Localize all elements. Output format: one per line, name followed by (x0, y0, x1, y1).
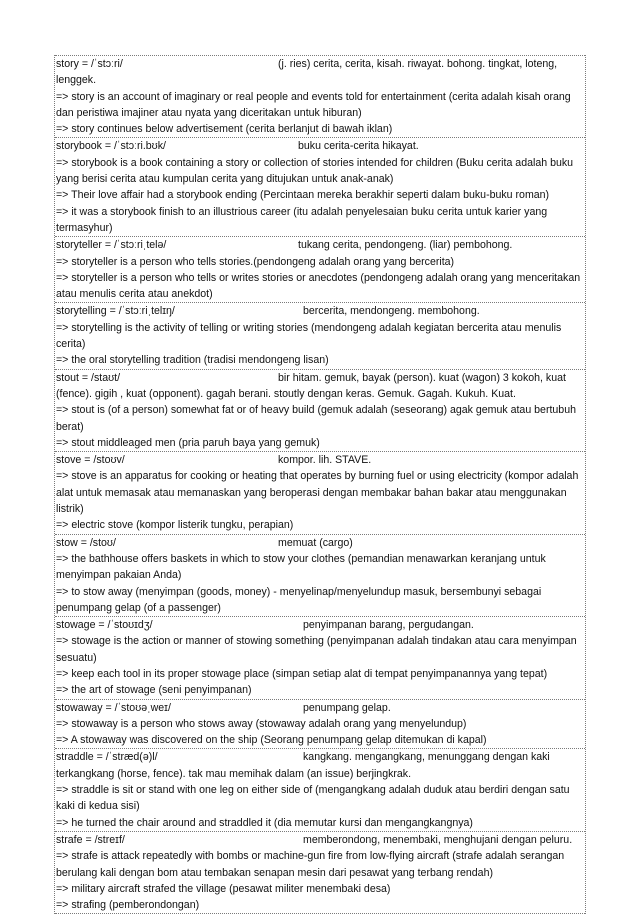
entry-meaning: memberondong, menembaki, menghujani dengan peluru. (303, 833, 573, 846)
entry-headword-line (56, 237, 583, 253)
entry-meaning-continued: lenggek. (56, 74, 97, 87)
entry-term: straddle = /ˈstræd(ə)l/ (56, 751, 158, 764)
dictionary-entry (55, 699, 585, 749)
entry-meaning: penyimpanan barang, pergudangan. (303, 619, 474, 632)
entry-headword-line (56, 56, 583, 72)
entry-example: => strafing (pemberondongan) (56, 899, 200, 912)
entry-meaning: penumpang gelap. (303, 701, 391, 714)
entry-headword-line (56, 617, 583, 633)
dictionary-entry (55, 451, 585, 533)
dictionary-page (54, 55, 586, 914)
dictionary-entry (55, 55, 585, 137)
entry-headword-line (56, 749, 583, 765)
entry-example: => storytelling is the activity of telling or writing stories (mendongeng adalah kegiatan bercerita atau menulis cerita) (56, 321, 562, 351)
entry-meaning: kangkang. mengangkang, menunggang dengan kaki (303, 751, 550, 764)
entry-meaning: tukang cerita, pendongeng. (liar) pembohong. (298, 239, 513, 252)
entry-term: stove = /stoʊv/ (56, 454, 125, 467)
entry-term: storybook = /ˈstɔːri.bʊk/ (56, 140, 166, 153)
entry-example: => the oral storytelling tradition (tradisi mendongeng lisan) (56, 354, 329, 367)
dictionary-entry (55, 534, 585, 616)
entry-example: => military aircraft strafed the village (pesawat militer menembaki desa) (56, 882, 391, 895)
entry-example: => straddle is sit or stand with one leg on either side of (mengangkang adalah duduk atau berdiri dengan satu kaki di kedua sisi) (56, 784, 570, 813)
entry-meaning: buku cerita-cerita hikayat. (298, 140, 419, 153)
entry-example: => storyteller is a person who tells stories.(pendongeng adalah orang yang bercerita) (56, 255, 455, 268)
entry-example: => stove is an apparatus for cooking or heating that operates by burning fuel or using electricity (kompor adalah alat untuk memasak atau memanaskan yang beroperasi dengan membakar bahan bakar atau menggunakan listrik) (56, 470, 579, 516)
entry-headword-line (56, 138, 583, 154)
entry-example: => stowage is the action or manner of stowing something (penyimpanan adalah tindakan atau cara menyimpan sesuatu) (56, 635, 577, 664)
entry-example: => to stow away (menyimpan (goods, money) - menyelinap/menyelundup masuk, bersembunyi sebagai penumpang gelap (of a passenger) (56, 585, 542, 614)
entry-meaning-continued: terkangkang (horse, fence). tak mau memihak dalam (an issue) berjingkrak. (56, 767, 412, 780)
entry-example: => it was a storybook finish to an illustrious career (itu adalah penyelesaian buku cerita untuk karier yang termasyhur) (56, 205, 548, 234)
entry-headword-line (56, 535, 583, 551)
entry-example: => storyteller is a person who tells or writes stories or anecdotes (pendongeng adalah orang yang menceritakan atau menulis cerita atau anekdot) (56, 271, 581, 301)
entry-headword-line (56, 700, 583, 716)
entry-term: story = /ˈstɔːri/ (56, 58, 123, 70)
entry-meaning: kompor. lih. STAVE. (278, 454, 372, 467)
dictionary-entry (55, 748, 585, 830)
entry-example: => story continues below advertisement (cerita berlanjut di bawah iklan) (56, 123, 393, 136)
entry-headword-line (56, 303, 583, 319)
entry-meaning: memuat (cargo) (278, 536, 353, 549)
dictionary-entry (55, 302, 585, 368)
entry-headword-line (56, 452, 583, 468)
entry-term: stowage = /ˈstoʊɪdʒ/ (56, 619, 153, 632)
entry-example: => strafe is attack repeatedly with bombs or machine-gun fire from low-flying aircraft (strafe adalah serangan berulang kali dengan bom atau tembakan senapan mesin dari pesawat yang terbang rendah) (56, 850, 565, 879)
entry-example: => the art of stowage (seni penyimpanan) (56, 684, 252, 697)
entry-term: stow = /stoʊ/ (56, 536, 116, 549)
entry-example: => stout middleaged men (pria paruh baya yang gemuk) (56, 436, 320, 449)
entry-example: => keep each tool in its proper stowage place (simpan setiap alat di tempat penyimpanannya yang tepat) (56, 667, 548, 680)
dictionary-entry (55, 369, 585, 451)
entry-headword-line (56, 832, 583, 848)
entry-meaning-continued: (fence). gigih , kuat (opponent). gagah berani. stoutly dengan keras. Gemuk. Gagah. Kukuh. Kuat. (56, 387, 516, 400)
entry-example: => storybook is a book containing a story or collection of stories intended for children (Buku cerita adalah buku yang berisi cerita atau kumpulan cerita yang ditujukan untuk anak-anak) (56, 156, 574, 186)
entry-example: => he turned the chair around and straddled it (dia memutar kursi dan mengangkangnya) (56, 816, 473, 829)
dictionary-entry (55, 616, 585, 698)
entry-example: => story is an account of imaginary or real people and events told for entertainment (cerita adalah kisah orang dan peristiwa imajiner atau nyata yang diceritakan untuk hiburan) (56, 90, 571, 119)
entry-example: => stout is (of a person) somewhat fat or of heavy build (gemuk adalah (seseorang) agak gemuk atau bertubuh berat) (56, 404, 576, 433)
entry-term: stowaway = /ˈstoʊəˌweɪ/ (56, 701, 171, 714)
entry-example: => the bathhouse offers baskets in which to stow your clothes (pemandian menawarkan keranjang untuk menyimpan pakaian Anda) (56, 552, 546, 582)
dictionary-entry (55, 137, 585, 236)
entry-example: => A stowaway was discovered on the ship (Seorang penumpang gelap ditemukan di kapal) (56, 734, 487, 747)
entry-term: storyteller = /ˈstɔːriˌtelə/ (56, 239, 167, 252)
dictionary-entry (55, 236, 585, 302)
entry-example: => Their love affair had a storybook ending (Percintaan mereka berakhir seperti dalam buku-buku roman) (56, 189, 550, 202)
entry-meaning: (j. ries) cerita, cerita, kisah. riwayat. bohong. tingkat, loteng, (278, 58, 558, 70)
entry-term: strafe = /streɪf/ (56, 833, 125, 846)
entry-meaning: bercerita, mendongeng. membohong. (303, 305, 480, 318)
entry-example: => electric stove (kompor listerik tungku, perapian) (56, 519, 294, 532)
entry-meaning: bir hitam. gemuk, bayak (person). kuat (wagon) 3 kokoh, kuat (278, 371, 566, 384)
entry-headword-line (56, 370, 583, 386)
entry-term: stout = /staʊt/ (56, 371, 121, 384)
entry-example: => stowaway is a person who stows away (stowaway adalah orang yang menyelundup) (56, 717, 467, 730)
dictionary-entry (55, 831, 585, 914)
entry-term: storytelling = /ˈstɔːriˌtelɪŋ/ (56, 305, 175, 318)
